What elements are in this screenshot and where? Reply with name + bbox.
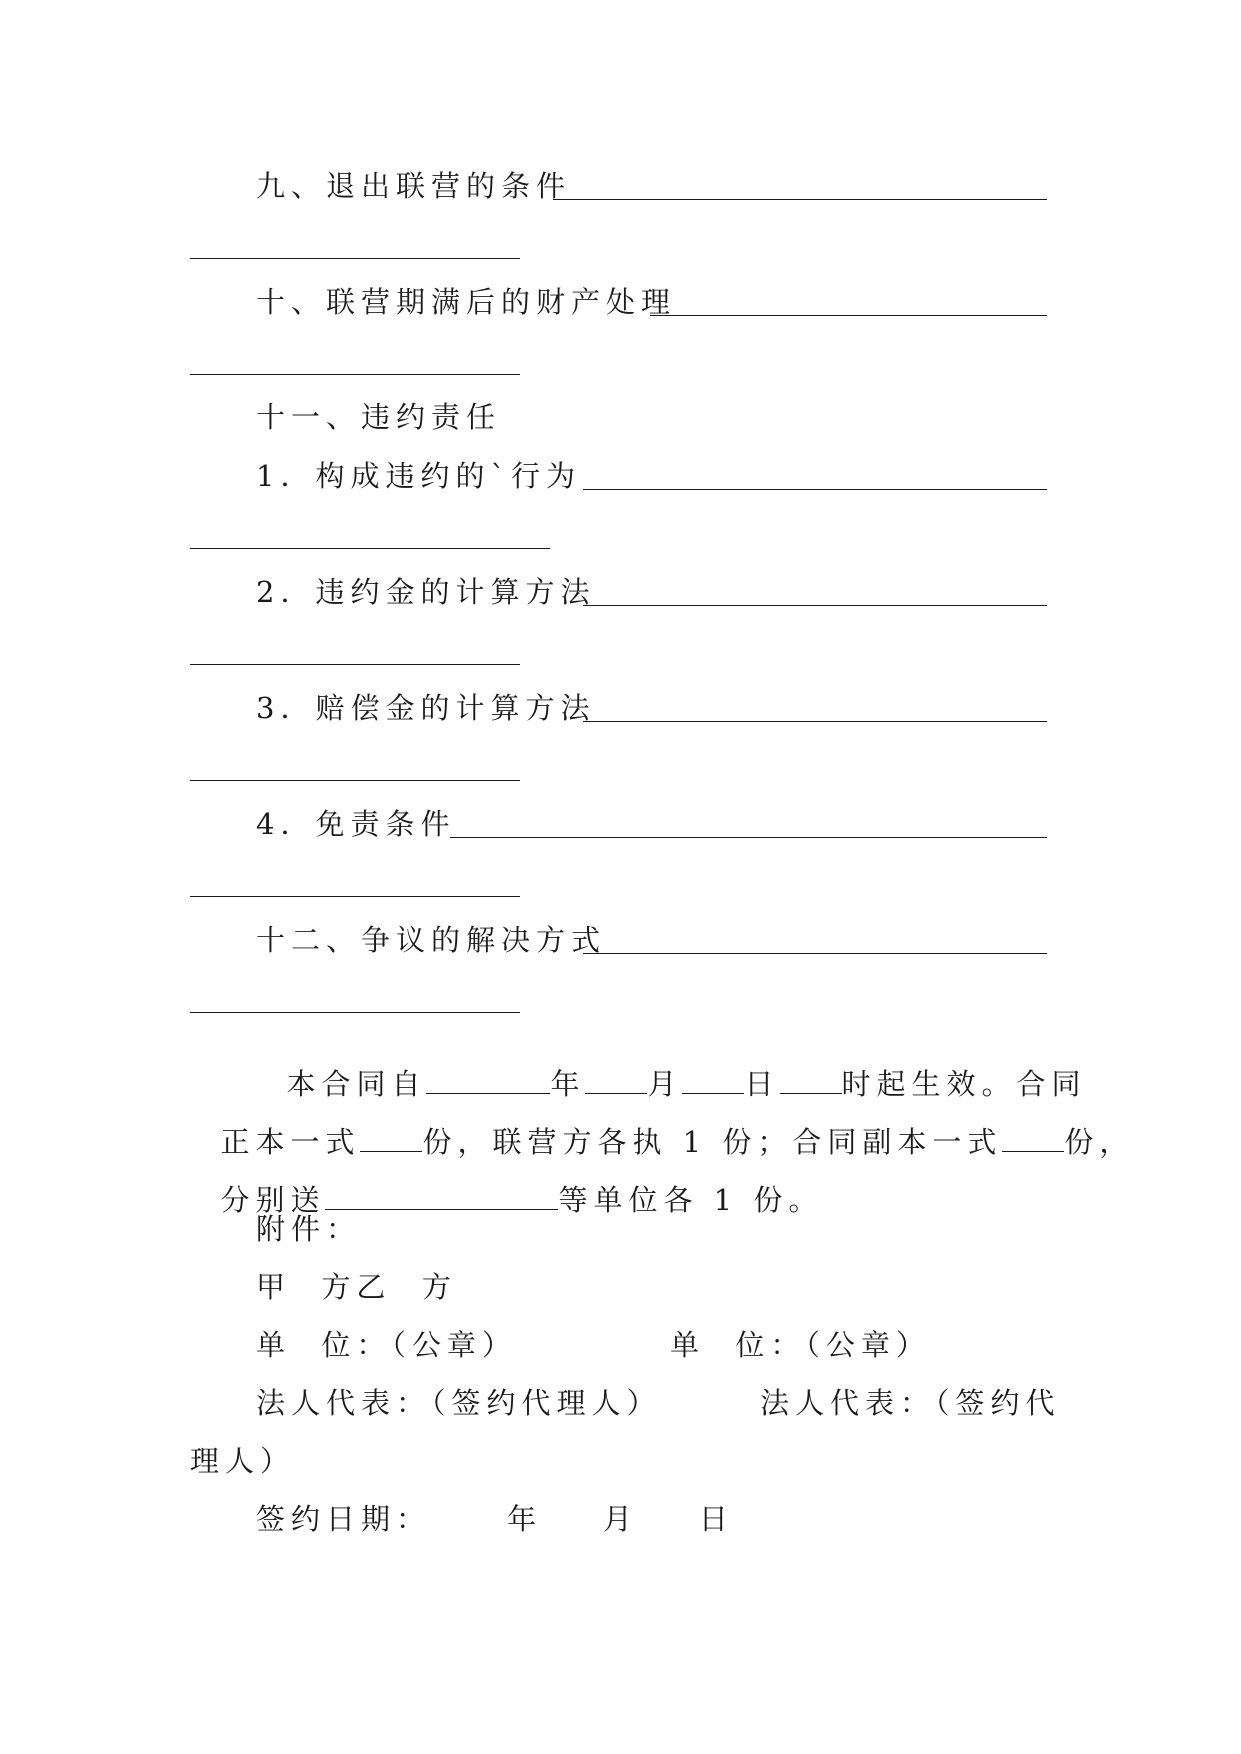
copies-text-b: 份，联营方各执 1 份；合同副本一式 xyxy=(422,1125,1003,1159)
clause-property-disposal: 十、联营期满后的财产处理 xyxy=(256,285,677,319)
effective-date-line xyxy=(256,1041,1087,1099)
fill-blank[interactable] xyxy=(190,1012,520,1013)
clause-withdraw-conditions: 九、退出联营的条件 xyxy=(256,169,572,203)
liability-item-1: 1．构成违约的`行为 xyxy=(256,459,581,493)
fill-blank-year[interactable] xyxy=(426,1092,550,1094)
clause-liability-title: 十一、违约责任 xyxy=(256,400,502,434)
fill-blank-day[interactable] xyxy=(682,1092,744,1094)
fill-blank[interactable] xyxy=(190,896,520,897)
fill-blank[interactable] xyxy=(190,664,520,665)
liability-item-4: 4．免责条件 xyxy=(256,807,456,841)
distribution-line xyxy=(190,1157,823,1215)
fill-blank[interactable] xyxy=(190,548,550,549)
day-label: 日 xyxy=(744,1067,780,1101)
liability-item-3: 3．赔偿金的计算方法 xyxy=(256,691,596,725)
fill-blank[interactable] xyxy=(650,315,1047,316)
fill-blank[interactable] xyxy=(583,489,1047,490)
fill-blank-recipients[interactable] xyxy=(325,1208,558,1210)
legal-rep-party-a: 法人代表：（签约代理人） xyxy=(256,1386,662,1420)
fill-blank-hour[interactable] xyxy=(780,1092,842,1094)
copies-text-c: 份， xyxy=(1064,1125,1135,1159)
fill-blank[interactable] xyxy=(450,837,1047,838)
fill-blank-duplicate-count[interactable] xyxy=(1002,1150,1064,1152)
year-label: 年 xyxy=(550,1067,586,1101)
effective-text-2: 时起生效。合同 xyxy=(841,1067,1087,1101)
fill-blank[interactable] xyxy=(553,199,1047,200)
copies-line xyxy=(190,1099,1134,1157)
copies-text-a: 正本一式 xyxy=(220,1125,361,1159)
fill-blank-original-count[interactable] xyxy=(360,1150,422,1152)
liability-item-2: 2．违约金的计算方法 xyxy=(256,575,596,609)
attachments-label: 附件： xyxy=(256,1212,362,1246)
parties-label: 甲 方乙 方 xyxy=(256,1270,457,1304)
legal-rep-party-b-cont: 理人） xyxy=(190,1444,296,1478)
signing-date: 签约日期： 年 月 日 xyxy=(256,1502,734,1536)
fill-blank[interactable] xyxy=(583,721,1047,722)
clause-dispute-resolution: 十二、争议的解决方式 xyxy=(256,923,607,957)
fill-blank-month[interactable] xyxy=(585,1092,647,1094)
fill-blank[interactable] xyxy=(583,953,1047,954)
distribution-text-b: 等单位各 1 份。 xyxy=(558,1183,824,1217)
fill-blank[interactable] xyxy=(190,780,520,781)
fill-blank[interactable] xyxy=(190,258,520,259)
distribution-text-a: 分别送 xyxy=(220,1183,326,1217)
legal-rep-party-b: 法人代表：（签约代 xyxy=(760,1386,1061,1420)
unit-seal-party-b: 单 位：（公章） xyxy=(670,1328,931,1362)
effective-text: 本合同自 xyxy=(286,1067,427,1101)
unit-seal-party-a: 单 位：（公章） xyxy=(256,1328,517,1362)
fill-blank[interactable] xyxy=(583,605,1047,606)
month-label: 月 xyxy=(647,1067,683,1101)
fill-blank[interactable] xyxy=(190,374,520,375)
